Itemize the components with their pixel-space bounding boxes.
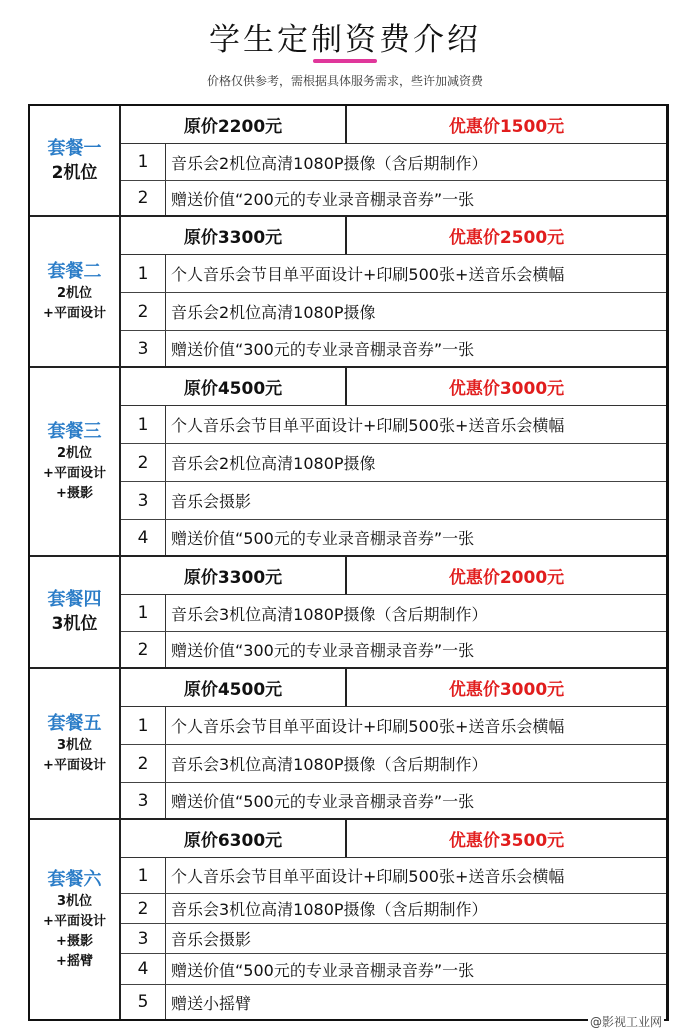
item-number: 2	[121, 632, 166, 667]
list-item	[121, 632, 666, 667]
package-name: 套餐一	[47, 137, 102, 159]
item-number: 3	[121, 783, 166, 818]
page-subtitle: 价格仅供参考，需根据具体服务需求，些许加减资费	[206, 74, 483, 88]
package-label	[30, 820, 121, 1019]
item-number: 3	[121, 482, 166, 519]
package-3	[30, 368, 666, 557]
page-title: 学生定制资费介绍	[209, 22, 481, 58]
pricing-table	[28, 104, 669, 1021]
package-feature: 2机位	[51, 162, 98, 183]
item-text: 音乐会3机位高清1080P摄像（含后期制作）	[171, 604, 488, 624]
list-item	[121, 520, 666, 555]
discount-price: 优惠价3000元	[448, 680, 565, 700]
package-feature: +摇臂	[56, 953, 93, 969]
watermark: @影视工业网	[590, 1015, 663, 1029]
item-text: 个人音乐会节目单平面设计+印刷500张+送音乐会横幅	[171, 867, 565, 886]
list-item	[121, 707, 666, 745]
list-item	[121, 894, 666, 924]
item-number: 1	[121, 144, 166, 180]
original-price: 原价2200元	[121, 106, 347, 143]
package-label	[30, 217, 121, 366]
list-item	[121, 783, 666, 818]
package-feature: 2机位	[56, 285, 93, 301]
item-text: 音乐会3机位高清1080P摄像（含后期制作）	[171, 900, 488, 919]
package-name: 套餐六	[47, 868, 102, 890]
original-price: 原价4500元	[121, 669, 347, 706]
list-item	[121, 924, 666, 954]
item-text: 赠送价值“500元的专业录音棚录音券”一张	[171, 960, 475, 980]
list-item	[121, 406, 666, 444]
original-price: 原价3300元	[121, 557, 347, 594]
package-1	[30, 106, 666, 217]
list-item	[121, 181, 666, 215]
item-text: 赠送价值“300元的专业录音棚录音券”一张	[171, 340, 475, 359]
package-4	[30, 557, 666, 669]
original-price: 原价4500元	[121, 368, 347, 405]
package-name: 套餐四	[47, 589, 102, 610]
list-item	[121, 482, 666, 520]
package-label	[30, 557, 121, 667]
item-text: 个人音乐会节目单平面设计+印刷500张+送音乐会横幅	[171, 265, 565, 284]
discount-price: 优惠价2500元	[448, 228, 565, 248]
package-name: 套餐五	[47, 712, 102, 734]
item-number: 1	[121, 595, 166, 631]
item-number: 3	[121, 331, 166, 366]
list-item	[121, 144, 666, 181]
package-feature: +摄影	[56, 933, 93, 949]
package-name: 套餐三	[47, 420, 102, 442]
title-underline	[313, 59, 377, 63]
package-feature: +平面设计	[43, 305, 106, 321]
list-item	[121, 293, 666, 331]
package-feature: 3机位	[56, 737, 93, 753]
item-number: 2	[121, 181, 166, 215]
item-text: 个人音乐会节目单平面设计+印刷500张+送音乐会横幅	[171, 416, 565, 435]
package-feature: 2机位	[56, 445, 93, 461]
item-text: 个人音乐会节目单平面设计+印刷500张+送音乐会横幅	[171, 717, 565, 736]
list-item	[121, 858, 666, 894]
package-5	[30, 669, 666, 820]
package-feature: +平面设计	[43, 913, 106, 929]
item-text: 赠送价值“500元的专业录音棚录音券”一张	[171, 529, 475, 548]
item-number: 1	[121, 707, 166, 744]
original-price: 原价6300元	[121, 820, 347, 857]
item-number: 1	[121, 406, 166, 443]
list-item	[121, 745, 666, 783]
package-name: 套餐二	[47, 260, 102, 282]
package-2	[30, 217, 666, 368]
list-item	[121, 255, 666, 293]
discount-price: 优惠价3500元	[448, 831, 565, 851]
item-text: 赠送小摇臂	[171, 993, 252, 1013]
item-number: 4	[121, 954, 166, 984]
package-feature: +平面设计	[43, 465, 106, 481]
item-text: 赠送价值“300元的专业录音棚录音券”一张	[171, 641, 475, 660]
discount-price: 优惠价3000元	[448, 379, 565, 399]
list-item	[121, 444, 666, 482]
discount-price: 优惠价2000元	[448, 568, 565, 588]
item-text: 音乐会3机位高清1080P摄像（含后期制作）	[171, 755, 488, 774]
package-label	[30, 368, 121, 555]
item-number: 3	[121, 924, 166, 953]
discount-price: 优惠价1500元	[448, 117, 565, 137]
item-number: 4	[121, 520, 166, 555]
package-feature: 3机位	[51, 614, 98, 634]
list-item	[121, 331, 666, 366]
item-text: 音乐会摄影	[171, 930, 252, 949]
original-price: 原价3300元	[121, 217, 347, 254]
item-text: 音乐会2机位高清1080P摄像	[171, 303, 376, 322]
item-number: 2	[121, 444, 166, 481]
item-text: 音乐会摄影	[171, 492, 252, 511]
list-item	[121, 954, 666, 985]
item-text: 赠送价值“500元的专业录音棚录音券”一张	[171, 792, 475, 811]
package-6	[30, 820, 666, 1019]
item-text: 赠送价值“200元的专业录音棚录音券”一张	[171, 189, 475, 209]
package-label	[30, 669, 121, 818]
package-feature: +平面设计	[43, 757, 106, 773]
item-text: 音乐会2机位高清1080P摄像（含后期制作）	[171, 153, 488, 173]
package-label	[30, 106, 121, 215]
item-number: 2	[121, 894, 166, 923]
item-number: 1	[121, 255, 166, 292]
item-number: 5	[121, 985, 166, 1019]
item-number: 2	[121, 745, 166, 782]
item-text: 音乐会2机位高清1080P摄像	[171, 454, 376, 473]
item-number: 1	[121, 858, 166, 893]
package-feature: 3机位	[56, 893, 93, 909]
list-item	[121, 985, 666, 1019]
package-feature: +摄影	[56, 485, 93, 501]
list-item	[121, 595, 666, 632]
item-number: 2	[121, 293, 166, 330]
